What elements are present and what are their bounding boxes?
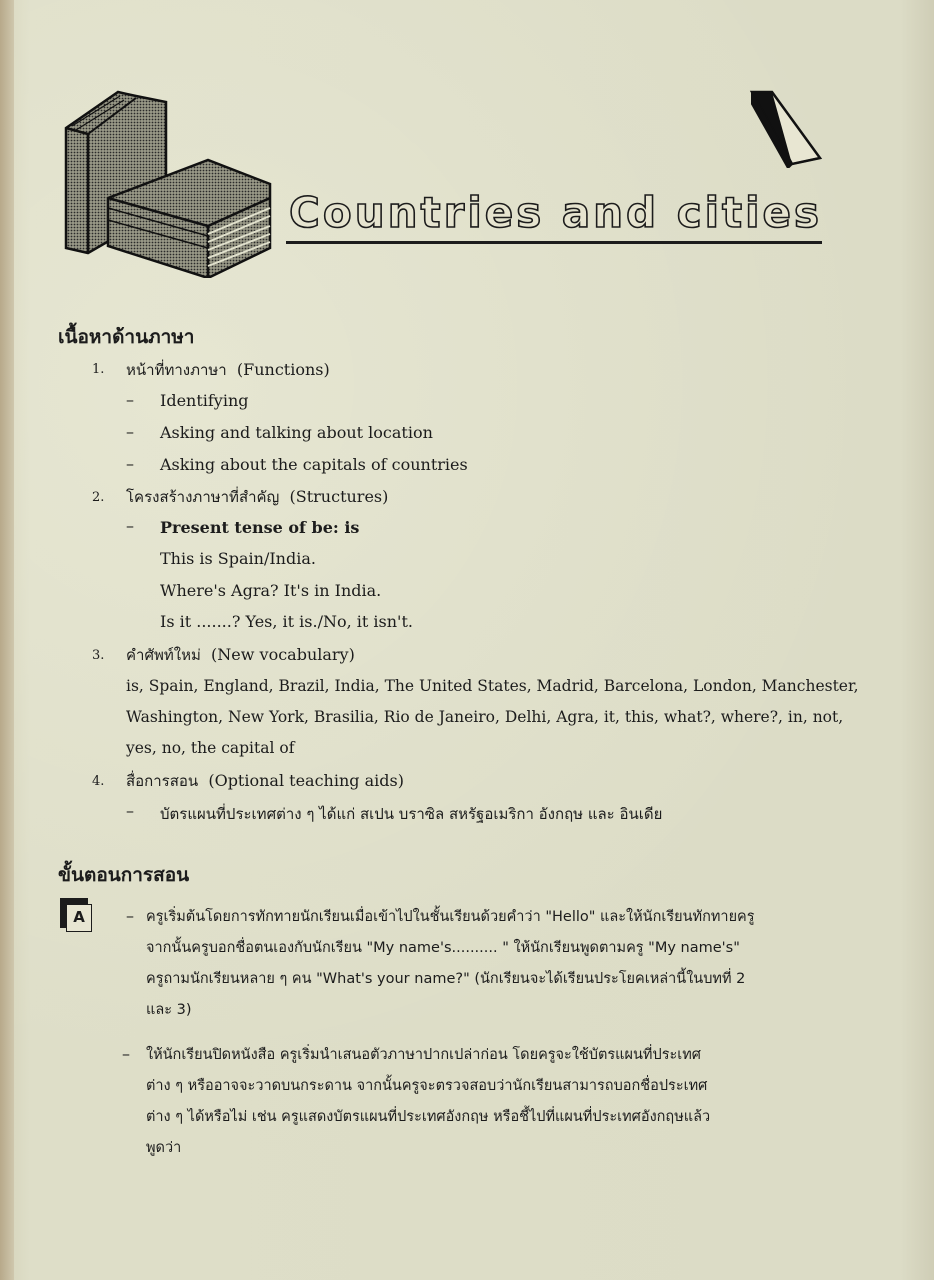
structure-heading: Present tense of be: is — [160, 518, 360, 537]
item-title-vocabulary — [126, 643, 355, 667]
item-en-label: (Functions) — [236, 360, 330, 379]
item-en-label: (Optional teaching aids) — [208, 771, 404, 790]
dash: – — [126, 801, 134, 820]
paragraph-line: ครูเริ่มต้นโดยการทักทายนักเรียนเมื่อเข้าไปในชั้นเรียนด้วยคำว่า "Hello" และให้นักเรียนทักทายครู — [146, 909, 755, 925]
paragraph-line: พูดว่า — [146, 1140, 182, 1156]
step-a-badge — [60, 898, 94, 934]
item-label: คำศัพท์ใหม่ — [126, 646, 201, 664]
function-item: Asking about the capitals of countries — [160, 455, 468, 474]
paragraph-line: และ 3) — [146, 1002, 192, 1018]
section-heading-procedure: ขั้นตอนการสอน — [58, 864, 190, 886]
item-title-aids — [126, 769, 404, 793]
item-label: หน้าที่ทางภาษา — [126, 361, 227, 379]
page-title: Countries and cities — [289, 188, 822, 237]
procedure-paragraph-1 — [146, 902, 822, 1026]
item-number: 3. — [92, 648, 105, 663]
item-label: โครงสร้างภาษาที่สำคัญ — [126, 488, 280, 506]
function-item: Asking and talking about location — [160, 423, 433, 442]
item-title-structures — [126, 485, 388, 509]
item-number: 4. — [92, 774, 105, 789]
paragraph-line: ครูถามนักเรียนหลาย ๆ คน "What's your name?" (นักเรียนจะได้เรียนประโยคเหล่านี้ในบทที่ 2 — [146, 971, 746, 987]
dash: – — [122, 1044, 130, 1063]
paragraph-line: ต่าง ๆ หรืออาจจะวาดบนกระดาน จากนั้นครูจะตรวจสอบว่านักเรียนสามารถบอกชื่อประเทศ — [146, 1078, 708, 1094]
vocab-line: Washington, New York, Brasilia, Rio de Janeiro, Delhi, Agra, it, this, what?, where?, in, not, — [126, 708, 844, 726]
books-illustration — [58, 88, 288, 278]
item-number: 1. — [92, 362, 105, 377]
item-title-functions — [126, 358, 330, 382]
dash: – — [126, 906, 134, 925]
page-spine — [0, 0, 14, 1280]
item-label: สื่อการสอน — [126, 772, 199, 790]
procedure-paragraph-2 — [146, 1040, 822, 1164]
dash: – — [126, 516, 134, 535]
step-a-label: A — [66, 904, 92, 932]
dash: – — [126, 390, 134, 409]
item-en-label: (New vocabulary) — [211, 645, 355, 664]
paragraph-line: ต่าง ๆ ได้หรือไม่ เช่น ครูแสดงบัตรแผนที่ประเทศอังกฤษ หรือชี้ไปที่แผนที่ประเทศอังกฤษแล้ว — [146, 1109, 711, 1125]
dash: – — [126, 422, 134, 441]
function-item: Identifying — [160, 391, 249, 410]
structure-example: Where's Agra? It's in India. — [160, 581, 382, 600]
structure-example: This is Spain/India. — [160, 549, 316, 568]
structure-example: Is it .......? Yes, it is./No, it isn't. — [160, 612, 413, 631]
paragraph-line: จากนั้นครูบอกชื่อตนเองกับนักเรียน "My name's.......... " ให้นักเรียนพูดตามครู "My name's" — [146, 940, 740, 956]
aids-list: บัตรแผนที่ประเทศต่าง ๆ ได้แก่ สเปน บราซิล สหรัฐอเมริกา อังกฤษ และ อินเดีย — [160, 805, 663, 823]
vocab-line: is, Spain, England, Brazil, India, The United States, Madrid, Barcelona, London, Manchester, — [126, 677, 859, 695]
item-number: 2. — [92, 490, 105, 505]
item-en-label: (Structures) — [289, 487, 389, 506]
vocab-line: yes, no, the capital of — [126, 739, 295, 757]
corner-tab-graphic — [748, 88, 824, 168]
section-heading-content: เนื้อหาด้านภาษา — [58, 326, 195, 348]
paragraph-line: ให้นักเรียนปิดหนังสือ ครูเริ่มนำเสนอตัวภาษาปากเปล่าก่อน โดยครูจะใช้บัตรแผนที่ประเทศ — [146, 1047, 701, 1063]
dash: – — [126, 454, 134, 473]
title-rule — [286, 241, 822, 244]
